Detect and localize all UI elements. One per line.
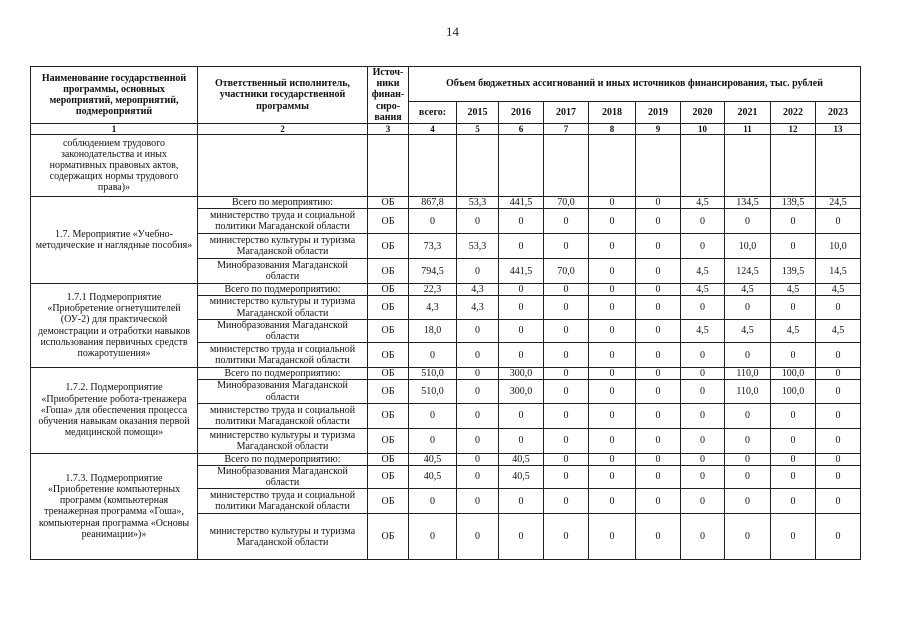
source-cell: ОБ <box>368 259 409 284</box>
value-cell: 300,0 <box>499 380 544 403</box>
value-cell: 0 <box>681 296 725 319</box>
value-cell: 0 <box>589 296 636 319</box>
value-cell: 40,5 <box>499 453 544 465</box>
executor-cell: министерство труда и социальной политики Магаданской области <box>198 343 368 368</box>
value-cell: 4,3 <box>457 284 499 296</box>
value-cell: 0 <box>589 284 636 296</box>
value-cell: 0 <box>636 489 681 514</box>
value-cell: 0 <box>589 380 636 403</box>
value-cell: 0 <box>816 380 861 403</box>
value-cell: 0 <box>771 403 816 428</box>
value-cell: 100,0 <box>771 380 816 403</box>
value-cell: 0 <box>544 296 589 319</box>
source-cell: ОБ <box>368 428 409 453</box>
value-cell: 794,5 <box>409 259 457 284</box>
value-cell: 0 <box>725 343 771 368</box>
value-cell: 124,5 <box>725 259 771 284</box>
value-cell: 0 <box>681 453 725 465</box>
empty-cell <box>499 135 544 197</box>
value-cell: 0 <box>457 453 499 465</box>
value-cell: 510,0 <box>409 380 457 403</box>
source-cell: ОБ <box>368 453 409 465</box>
value-cell: 0 <box>636 209 681 234</box>
value-cell: 0 <box>816 453 861 465</box>
value-cell: 0 <box>457 380 499 403</box>
empty-cell <box>198 135 368 197</box>
source-cell: ОБ <box>368 368 409 380</box>
measure-name: 1.7. Мероприятие «Учебно-методические и наглядные пособия» <box>31 197 198 284</box>
empty-cell <box>368 135 409 197</box>
source-cell: ОБ <box>368 403 409 428</box>
value-cell: 4,5 <box>725 284 771 296</box>
value-cell: 100,0 <box>771 368 816 380</box>
executor-cell: Минобразования Магаданской области <box>198 380 368 403</box>
column-number: 10 <box>681 123 725 134</box>
value-cell: 0 <box>589 343 636 368</box>
value-cell: 139,5 <box>771 197 816 209</box>
source-cell: ОБ <box>368 465 409 488</box>
source-cell: ОБ <box>368 489 409 514</box>
value-cell: 0 <box>499 296 544 319</box>
header-year: 2020 <box>681 101 725 123</box>
header-year: 2016 <box>499 101 544 123</box>
value-cell: 0 <box>544 209 589 234</box>
value-cell: 0 <box>816 209 861 234</box>
value-cell: 4,5 <box>681 197 725 209</box>
executor-cell: Минобразования Магаданской области <box>198 465 368 488</box>
value-cell: 0 <box>589 453 636 465</box>
column-number: 12 <box>771 123 816 134</box>
value-cell: 0 <box>457 403 499 428</box>
value-cell: 0 <box>544 489 589 514</box>
value-cell: 510,0 <box>409 368 457 380</box>
value-cell: 0 <box>681 514 725 560</box>
column-number: 7 <box>544 123 589 134</box>
value-cell: 4,3 <box>409 296 457 319</box>
source-cell: ОБ <box>368 234 409 259</box>
value-cell: 0 <box>589 514 636 560</box>
value-cell: 134,5 <box>725 197 771 209</box>
executor-cell: министерство культуры и туризма Магаданской области <box>198 234 368 259</box>
value-cell: 0 <box>544 403 589 428</box>
value-cell: 0 <box>681 343 725 368</box>
value-cell: 0 <box>457 319 499 342</box>
value-cell: 0 <box>499 343 544 368</box>
value-cell: 0 <box>681 489 725 514</box>
table-row <box>31 368 861 380</box>
value-cell: 0 <box>725 465 771 488</box>
column-number: 3 <box>368 123 409 134</box>
empty-cell <box>457 135 499 197</box>
value-cell: 4,5 <box>681 259 725 284</box>
value-cell: 441,5 <box>499 259 544 284</box>
value-cell: 0 <box>499 403 544 428</box>
value-cell: 0 <box>589 403 636 428</box>
executor-cell: Всего по подмероприятию: <box>198 284 368 296</box>
header-source: Источ-ники финан-сиро-вания <box>368 67 409 124</box>
value-cell: 40,5 <box>499 465 544 488</box>
empty-cell <box>771 135 816 197</box>
value-cell: 0 <box>636 368 681 380</box>
value-cell: 0 <box>681 234 725 259</box>
value-cell: 0 <box>544 380 589 403</box>
empty-cell <box>544 135 589 197</box>
measure-name: 1.7.3. Подмероприятие «Приобретение компьютерных программ (компьютерная тренажерная программа «Гоша», компьютерная программа «Основы реанимации»)» <box>31 453 198 560</box>
value-cell: 0 <box>636 380 681 403</box>
value-cell: 0 <box>636 343 681 368</box>
measure-name: 1.7.1 Подмероприятие «Приобретение огнетушителей (ОУ-2) для практической демонстрации и отработки навыков использования первичных средств пожаротушения» <box>31 284 198 368</box>
value-cell: 4,5 <box>771 284 816 296</box>
value-cell: 4,3 <box>457 296 499 319</box>
executor-cell: министерство культуры и туризма Магаданской области <box>198 428 368 453</box>
empty-cell <box>409 135 457 197</box>
column-number: 1 <box>31 123 198 134</box>
executor-cell: Всего по подмероприятию: <box>198 368 368 380</box>
value-cell: 0 <box>636 319 681 342</box>
column-number: 6 <box>499 123 544 134</box>
value-cell: 0 <box>499 428 544 453</box>
empty-cell <box>816 135 861 197</box>
value-cell: 0 <box>457 343 499 368</box>
empty-cell <box>589 135 636 197</box>
executor-cell: Минобразования Магаданской области <box>198 259 368 284</box>
value-cell: 53,3 <box>457 197 499 209</box>
value-cell: 0 <box>725 209 771 234</box>
header-year: 2021 <box>725 101 771 123</box>
value-cell: 0 <box>816 343 861 368</box>
value-cell: 0 <box>544 234 589 259</box>
column-number: 4 <box>409 123 457 134</box>
value-cell: 0 <box>499 209 544 234</box>
value-cell: 0 <box>816 514 861 560</box>
value-cell: 110,0 <box>725 368 771 380</box>
header-volume: Объем бюджетных ассигнований и иных источников финансирования, тыс. рублей <box>409 67 861 102</box>
value-cell: 0 <box>816 489 861 514</box>
value-cell: 10,0 <box>816 234 861 259</box>
value-cell: 40,5 <box>409 465 457 488</box>
value-cell: 0 <box>409 403 457 428</box>
column-numbers-row <box>31 123 861 134</box>
value-cell: 4,5 <box>816 319 861 342</box>
value-cell: 0 <box>681 209 725 234</box>
value-cell: 0 <box>681 380 725 403</box>
page-number: 14 <box>446 24 459 39</box>
header-year: 2015 <box>457 101 499 123</box>
value-cell: 0 <box>636 465 681 488</box>
value-cell: 0 <box>457 465 499 488</box>
value-cell: 0 <box>636 197 681 209</box>
header-year: 2019 <box>636 101 681 123</box>
value-cell: 70,0 <box>544 197 589 209</box>
value-cell: 0 <box>636 453 681 465</box>
value-cell: 0 <box>636 259 681 284</box>
value-cell: 0 <box>457 368 499 380</box>
value-cell: 0 <box>771 453 816 465</box>
value-cell: 0 <box>725 428 771 453</box>
value-cell: 0 <box>544 319 589 342</box>
value-cell: 0 <box>409 209 457 234</box>
header-year: 2023 <box>816 101 861 123</box>
value-cell: 0 <box>681 428 725 453</box>
header-executor: Ответственный исполнитель, участники государственной программы <box>198 67 368 124</box>
value-cell: 0 <box>589 259 636 284</box>
value-cell: 4,5 <box>771 319 816 342</box>
value-cell: 0 <box>725 296 771 319</box>
value-cell: 0 <box>589 209 636 234</box>
value-cell: 4,5 <box>681 284 725 296</box>
value-cell: 0 <box>725 453 771 465</box>
value-cell: 24,5 <box>816 197 861 209</box>
value-cell: 0 <box>409 514 457 560</box>
value-cell: 0 <box>544 453 589 465</box>
source-cell: ОБ <box>368 209 409 234</box>
value-cell: 0 <box>499 514 544 560</box>
column-number: 2 <box>198 123 368 134</box>
executor-cell: министерство труда и социальной политики Магаданской области <box>198 209 368 234</box>
value-cell: 18,0 <box>409 319 457 342</box>
table-row <box>31 197 861 209</box>
column-number: 5 <box>457 123 499 134</box>
value-cell: 441,5 <box>499 197 544 209</box>
value-cell: 0 <box>636 403 681 428</box>
value-cell: 0 <box>457 259 499 284</box>
source-cell: ОБ <box>368 197 409 209</box>
value-cell: 0 <box>771 209 816 234</box>
column-number: 9 <box>636 123 681 134</box>
value-cell: 0 <box>544 514 589 560</box>
value-cell: 0 <box>681 465 725 488</box>
executor-cell: министерство труда и социальной политики Магаданской области <box>198 403 368 428</box>
value-cell: 10,0 <box>725 234 771 259</box>
header-year: 2018 <box>589 101 636 123</box>
value-cell: 0 <box>681 368 725 380</box>
value-cell: 300,0 <box>499 368 544 380</box>
empty-cell <box>681 135 725 197</box>
value-cell: 0 <box>589 319 636 342</box>
value-cell: 867,8 <box>409 197 457 209</box>
column-number: 13 <box>816 123 861 134</box>
source-cell: ОБ <box>368 296 409 319</box>
value-cell: 0 <box>499 284 544 296</box>
value-cell: 0 <box>589 489 636 514</box>
value-cell: 0 <box>771 428 816 453</box>
executor-cell: министерство культуры и туризма Магаданской области <box>198 514 368 560</box>
executor-cell: Всего по подмероприятию: <box>198 453 368 465</box>
value-cell: 0 <box>544 428 589 453</box>
value-cell: 0 <box>457 209 499 234</box>
value-cell: 0 <box>544 465 589 488</box>
value-cell: 0 <box>499 234 544 259</box>
value-cell: 139,5 <box>771 259 816 284</box>
continuation-row <box>31 135 861 197</box>
value-cell: 0 <box>636 514 681 560</box>
value-cell: 0 <box>409 343 457 368</box>
value-cell: 0 <box>589 234 636 259</box>
value-cell: 0 <box>499 489 544 514</box>
value-cell: 0 <box>457 514 499 560</box>
source-cell: ОБ <box>368 343 409 368</box>
value-cell: 0 <box>771 514 816 560</box>
value-cell: 0 <box>457 489 499 514</box>
value-cell: 0 <box>636 284 681 296</box>
value-cell: 0 <box>771 343 816 368</box>
value-cell: 70,0 <box>544 259 589 284</box>
source-cell: ОБ <box>368 380 409 403</box>
executor-cell: Всего по мероприятию: <box>198 197 368 209</box>
value-cell: 0 <box>457 428 499 453</box>
value-cell: 0 <box>816 465 861 488</box>
continuation-text: соблюдением трудового законодательства и иных нормативных правовых актов, содержащих нормы трудового права)» <box>31 135 198 197</box>
value-cell: 0 <box>409 428 457 453</box>
source-cell: ОБ <box>368 514 409 560</box>
value-cell: 0 <box>816 403 861 428</box>
value-cell: 4,5 <box>681 319 725 342</box>
value-cell: 0 <box>544 368 589 380</box>
header-year: 2022 <box>771 101 816 123</box>
source-cell: ОБ <box>368 319 409 342</box>
value-cell: 0 <box>771 489 816 514</box>
value-cell: 0 <box>771 234 816 259</box>
value-cell: 0 <box>409 489 457 514</box>
executor-cell: министерство труда и социальной политики Магаданской области <box>198 489 368 514</box>
value-cell: 4,5 <box>725 319 771 342</box>
value-cell: 4,5 <box>816 284 861 296</box>
measure-name: 1.7.2. Подмероприятие «Приобретение робота-тренажера «Гоша» для обеспечения процесса обучения навыкам оказания первой медицинской помощи» <box>31 368 198 454</box>
column-number: 8 <box>589 123 636 134</box>
value-cell: 0 <box>816 296 861 319</box>
value-cell: 0 <box>725 403 771 428</box>
value-cell: 110,0 <box>725 380 771 403</box>
value-cell: 0 <box>589 368 636 380</box>
value-cell: 53,3 <box>457 234 499 259</box>
value-cell: 22,3 <box>409 284 457 296</box>
value-cell: 40,5 <box>409 453 457 465</box>
table-row <box>31 453 861 465</box>
executor-cell: министерство культуры и туризма Магаданской области <box>198 296 368 319</box>
value-cell: 0 <box>636 234 681 259</box>
value-cell: 0 <box>816 428 861 453</box>
value-cell: 14,5 <box>816 259 861 284</box>
header-year: 2017 <box>544 101 589 123</box>
value-cell: 0 <box>725 514 771 560</box>
header-year: всего: <box>409 101 457 123</box>
value-cell: 0 <box>589 465 636 488</box>
header-name: Наименование государственной программы, основных мероприятий, мероприятий, подмероприятий <box>31 67 198 124</box>
executor-cell: Минобразования Магаданской области <box>198 319 368 342</box>
value-cell: 0 <box>589 428 636 453</box>
value-cell: 0 <box>725 489 771 514</box>
empty-cell <box>636 135 681 197</box>
value-cell: 0 <box>636 428 681 453</box>
value-cell: 0 <box>771 296 816 319</box>
value-cell: 0 <box>816 368 861 380</box>
source-cell: ОБ <box>368 284 409 296</box>
value-cell: 0 <box>544 343 589 368</box>
empty-cell <box>725 135 771 197</box>
value-cell: 73,3 <box>409 234 457 259</box>
value-cell: 0 <box>771 465 816 488</box>
value-cell: 0 <box>589 197 636 209</box>
budget-table <box>30 66 861 560</box>
header-row <box>31 67 861 102</box>
value-cell: 0 <box>499 319 544 342</box>
table-row <box>31 284 861 296</box>
value-cell: 0 <box>681 403 725 428</box>
value-cell: 0 <box>636 296 681 319</box>
value-cell: 0 <box>544 284 589 296</box>
column-number: 11 <box>725 123 771 134</box>
